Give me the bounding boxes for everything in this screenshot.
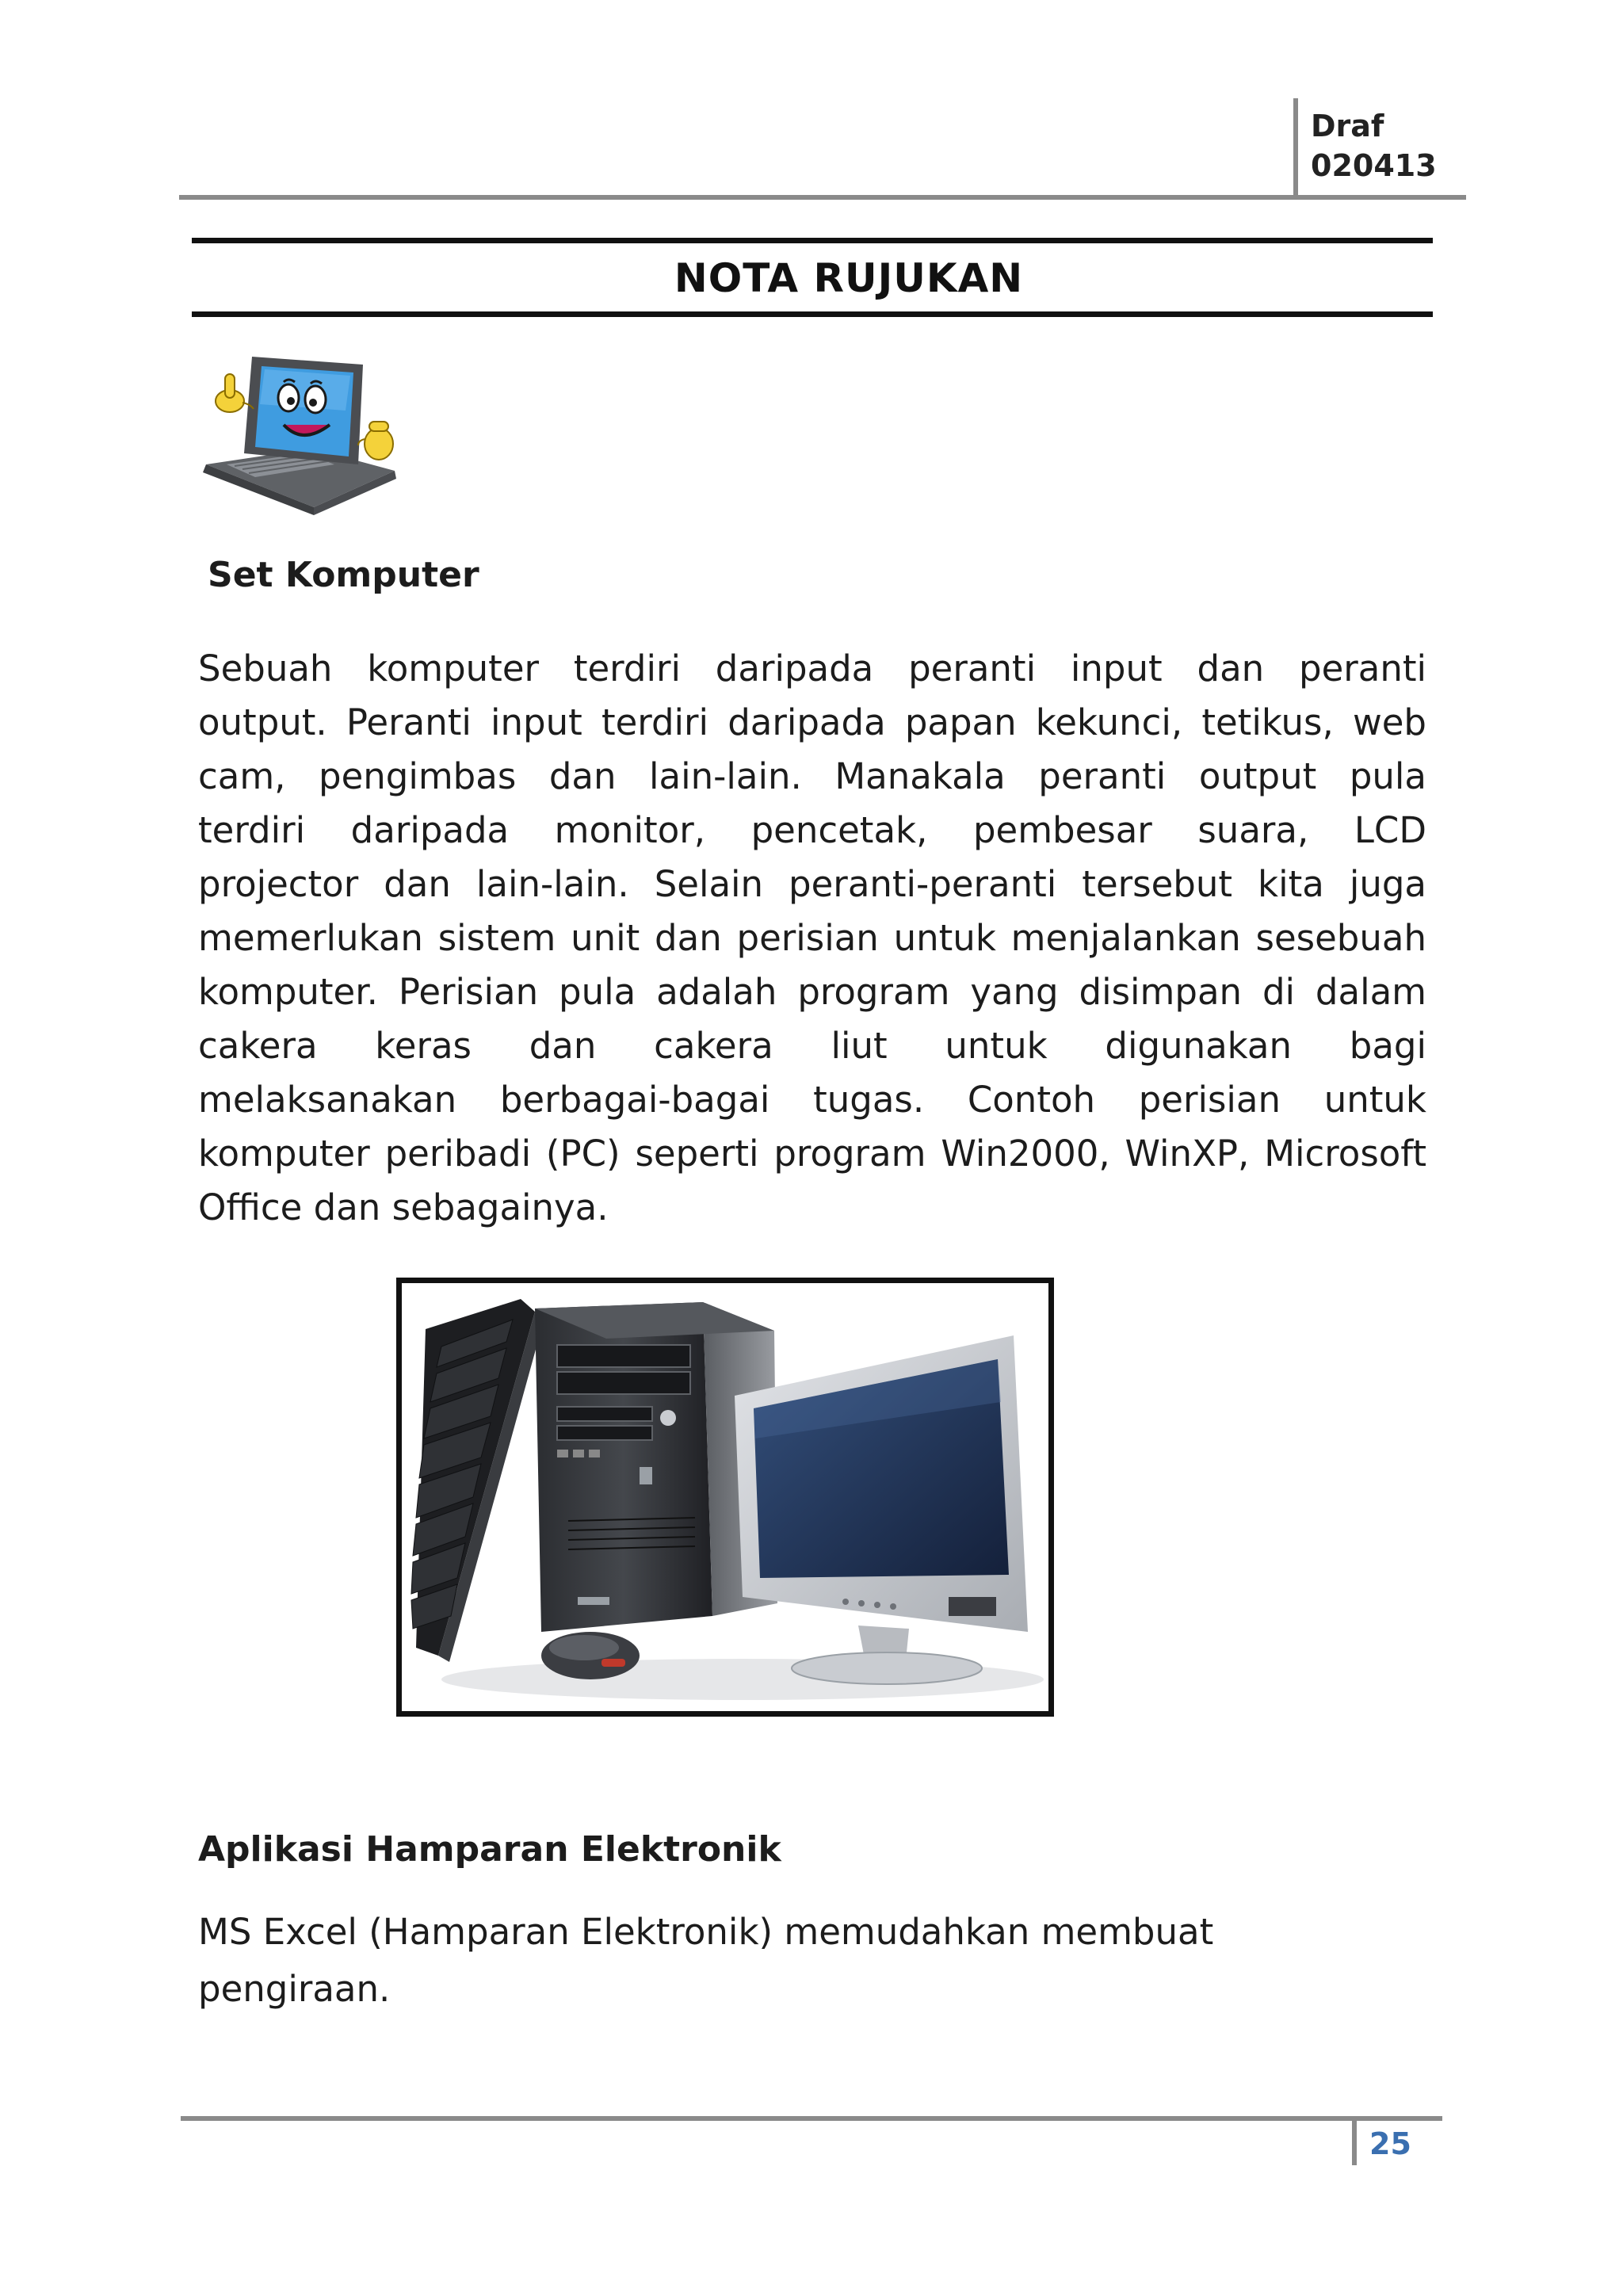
paragraph-set-komputer: [198, 642, 1426, 1235]
paragraph-line: Sebuah komputer terdiri daripada peranti input dan peranti: [198, 648, 1426, 690]
laptop-cartoon-icon: [195, 346, 406, 521]
paragraph-line: komputer. Perisian pula adalah program yang disimpan di dalam: [198, 971, 1426, 1013]
paragraph-aplikasi-hamparan: [198, 1905, 1323, 2019]
header-divider-bar: [1293, 98, 1298, 195]
paragraph-line: terdiri daripada monitor, pencetak, pembesar suara, LCD: [198, 809, 1426, 851]
footer-rule: [181, 2116, 1442, 2121]
section-heading-aplikasi-hamparan: Aplikasi Hamparan Elektronik: [198, 1829, 781, 1870]
page-number: 25: [1369, 2126, 1411, 2161]
section-heading-set-komputer: Set Komputer: [208, 555, 479, 595]
paragraph-line: pengiraan.: [198, 1968, 391, 2010]
title-rule-bottom: [192, 311, 1433, 317]
paragraph-line: projector dan lain-lain. Selain peranti-peranti tersebut kita juga: [198, 863, 1426, 905]
paragraph-line: output. Peranti input terdiri daripada papan kekunci, tetikus, web: [198, 701, 1426, 743]
page-title: [192, 249, 1433, 308]
header-rule: [179, 195, 1466, 200]
draft-label-line2: 020413: [1311, 148, 1437, 183]
title-rule-top: [192, 238, 1433, 243]
draft-label: [1311, 106, 1437, 185]
paragraph-line: melaksanakan berbagai-bagai tugas. Contoh perisian untuk: [198, 1079, 1426, 1121]
draft-label-line1: Draf: [1311, 109, 1384, 143]
paragraph-line: memerlukan sistem unit dan perisian untuk menjalankan sesebuah: [198, 917, 1426, 959]
footer-divider-bar: [1352, 2121, 1357, 2165]
paragraph-line: cakera keras dan cakera liut untuk digunakan bagi: [198, 1025, 1426, 1067]
paragraph-line: Office dan sebagainya.: [198, 1186, 609, 1228]
paragraph-line: MS Excel (Hamparan Elektronik) memudahkan membuat: [198, 1911, 1214, 1953]
desktop-computer-set-photo: [396, 1278, 1054, 1717]
paragraph-line: cam, pengimbas dan lain-lain. Manakala peranti output pula: [198, 755, 1426, 797]
page-title-text: NOTA RUJUKAN: [674, 255, 1024, 301]
paragraph-line: komputer peribadi (PC) seperti program Win2000, WinXP, Microsoft: [198, 1133, 1426, 1175]
